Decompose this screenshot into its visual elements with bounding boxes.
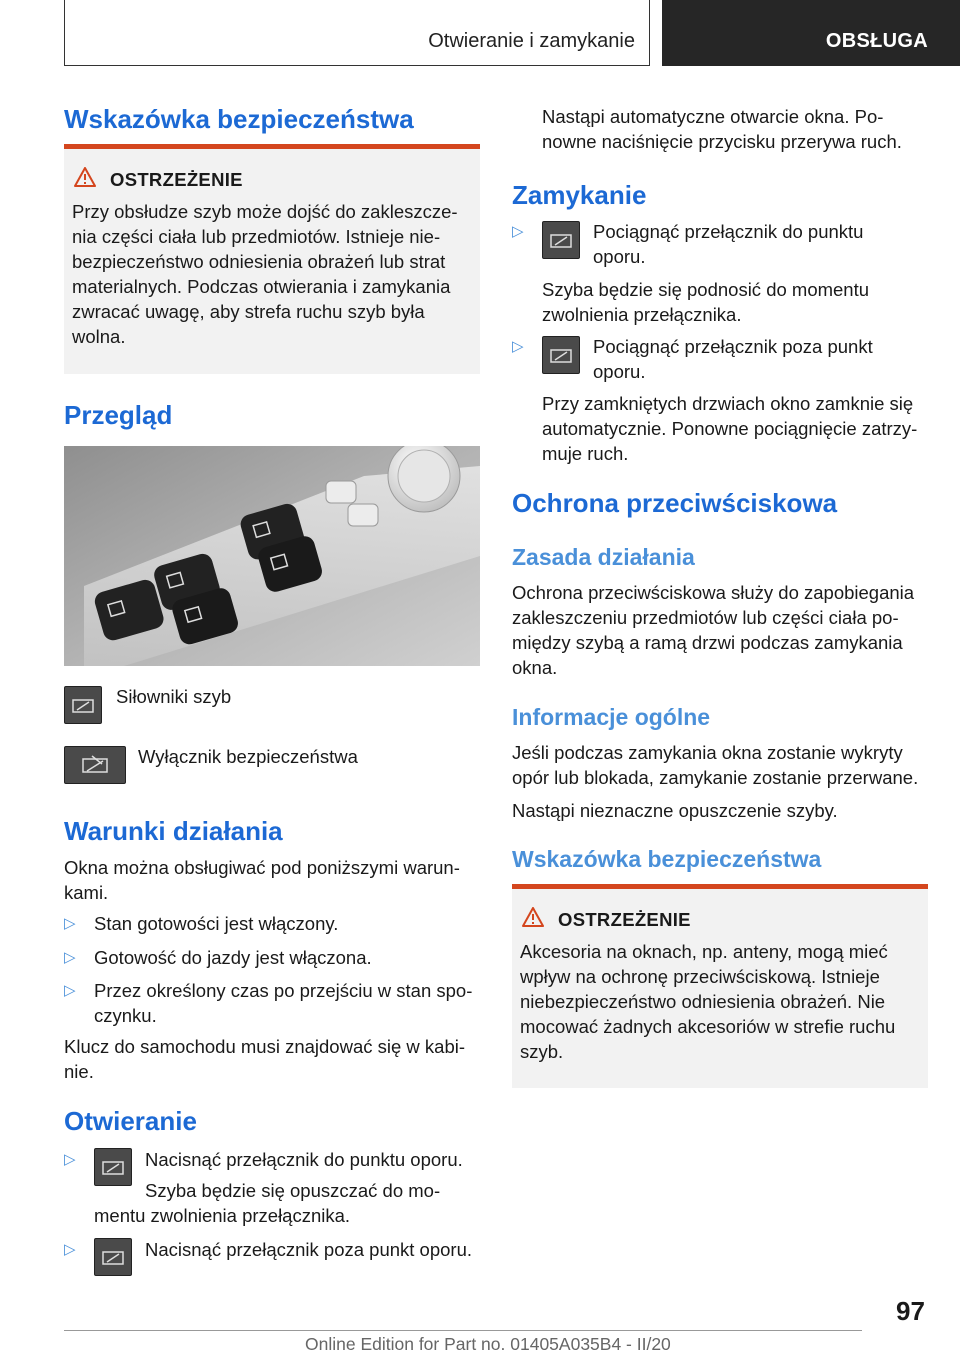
warning-line: wpływ na ochronę przeciwściskową. Istnieje <box>520 966 880 987</box>
opening-action: Nacisnąć przełącznik poza punkt oporu. <box>145 1239 473 1260</box>
legend-label: Wyłącznik bezpieczeństwa <box>138 746 358 767</box>
opening-result: Szyba będzie się opuszczać do mo- <box>145 1180 441 1201</box>
warning-line: zwracać uwagę, aby strefa ruchu szyb była <box>72 301 425 322</box>
warning-line: materialnych. Podczas otwierania i zamykania <box>72 276 451 297</box>
bullet-triangle-icon: ▷ <box>64 915 76 932</box>
window-switch-icon <box>542 221 580 259</box>
closing-action: Pociągnąć przełącznik poza punkt oporu. <box>593 336 873 382</box>
window-switch-icon <box>94 1238 132 1276</box>
opening-result: mentu zwolnienia przełącznika. <box>94 1205 351 1226</box>
closing-action: Pociągnąć przełącznik do punktu oporu. <box>593 221 864 267</box>
general-note: Nastąpi nieznaczne opuszczenie szyby. <box>512 800 838 821</box>
footer-divider <box>64 1330 862 1331</box>
overview-heading: Przegląd <box>64 400 173 430</box>
closing-result: Przy zamkniętych drzwiach okno zamknie się automatycznie. Ponowne pociągnięcie zatrzy- muje ruch. <box>542 393 918 464</box>
warning-text <box>520 939 920 1064</box>
opening-heading: Otwieranie <box>64 1106 197 1136</box>
warning-line: mocować żadnych akcesoriów w strefie ruchu <box>520 1016 896 1037</box>
bullet-triangle-icon: ▷ <box>512 338 524 355</box>
warning-box-1 <box>64 144 480 374</box>
page-number: 97 <box>896 1296 925 1326</box>
opening-continued: Nastąpi automatyczne otwarcie okna. Po- nowne naciśnięcie przycisku przerywa ruch. <box>542 106 902 152</box>
opening-action: Nacisnąć przełącznik do punktu oporu. <box>145 1149 463 1170</box>
header-section <box>64 0 650 66</box>
header-chapter-title: OBSŁUGA <box>825 30 928 52</box>
warning-line: nia części ciała lub przedmiotów. Istnieje nie- <box>72 226 441 247</box>
conditions-heading: Warunki działania <box>64 816 283 846</box>
principle-heading: Zasada działania <box>512 544 695 570</box>
warning-line: Akcesoria na oknach, np. anteny, mogą mieć <box>520 941 888 962</box>
pinch-heading: Ochrona przeciwściskowa <box>512 488 838 518</box>
warning-box-2 <box>512 884 928 1088</box>
warning-icon <box>522 907 544 932</box>
general-text: Jeśli podczas zamykania okna zostanie wykryty opór lub blokada, zamykanie zostanie przerwane. <box>512 742 919 788</box>
footer-edition: Online Edition for Part no. 01405A035B4 - II/20 <box>305 1334 671 1354</box>
bullet-triangle-icon: ▷ <box>64 1151 76 1168</box>
window-switch-icon <box>94 1148 132 1186</box>
bullet-triangle-icon: ▷ <box>64 949 76 966</box>
warning-line: wolna. <box>72 326 126 347</box>
bullet-triangle-icon: ▷ <box>64 1241 76 1258</box>
legend-label: Siłowniki szyb <box>116 686 232 707</box>
warning-head <box>522 907 691 932</box>
warning-line: bezpieczeństwo odniesienia obrażeń lub strat <box>72 251 446 272</box>
warning-text <box>72 199 472 349</box>
warning-icon <box>74 167 96 192</box>
warning-head <box>74 167 243 192</box>
closing-heading: Zamykanie <box>512 180 647 210</box>
safety2-heading: Wskazówka bezpieczeństwa <box>512 846 822 872</box>
safety-heading: Wskazówka bezpieczeństwa <box>64 104 414 134</box>
bullet-triangle-icon: ▷ <box>64 982 76 999</box>
window-switch-icon <box>542 336 580 374</box>
warning-line: Przy obsłudze szyb może dojść do zakleszcze- <box>72 201 458 222</box>
key-note: Klucz do samochodu musi znajdować się w kabi- nie. <box>64 1036 466 1082</box>
warning-title: OSTRZEŻENIE <box>558 908 691 930</box>
warning-line: szyb. <box>520 1041 564 1062</box>
conditions-intro: Okna można obsługiwać pod poniższymi warun- kami. <box>64 857 460 903</box>
warning-line: niebezpieczeństwo odniesienia obrażeń. Nie <box>520 991 886 1012</box>
window-switches-photo <box>64 446 480 666</box>
warning-title: OSTRZEŻENIE <box>110 168 243 190</box>
bullet-triangle-icon: ▷ <box>512 223 524 240</box>
closing-result: Szyba będzie się podnosić do momentu zwolnienia przełącznika. <box>542 279 870 325</box>
principle-text: Ochrona przeciwściskowa służy do zapobiegania zakleszczeniu przedmiotów lub części ciała po- między szybą a ramą drzwi podczas zamykania okna. <box>512 582 915 678</box>
general-heading: Informacje ogólne <box>512 704 711 730</box>
safety-switch-icon <box>64 746 126 784</box>
window-switch-icon <box>64 686 102 724</box>
header-chapter-tab <box>662 0 960 66</box>
header-section-title: Otwieranie i zamykanie <box>428 30 635 52</box>
